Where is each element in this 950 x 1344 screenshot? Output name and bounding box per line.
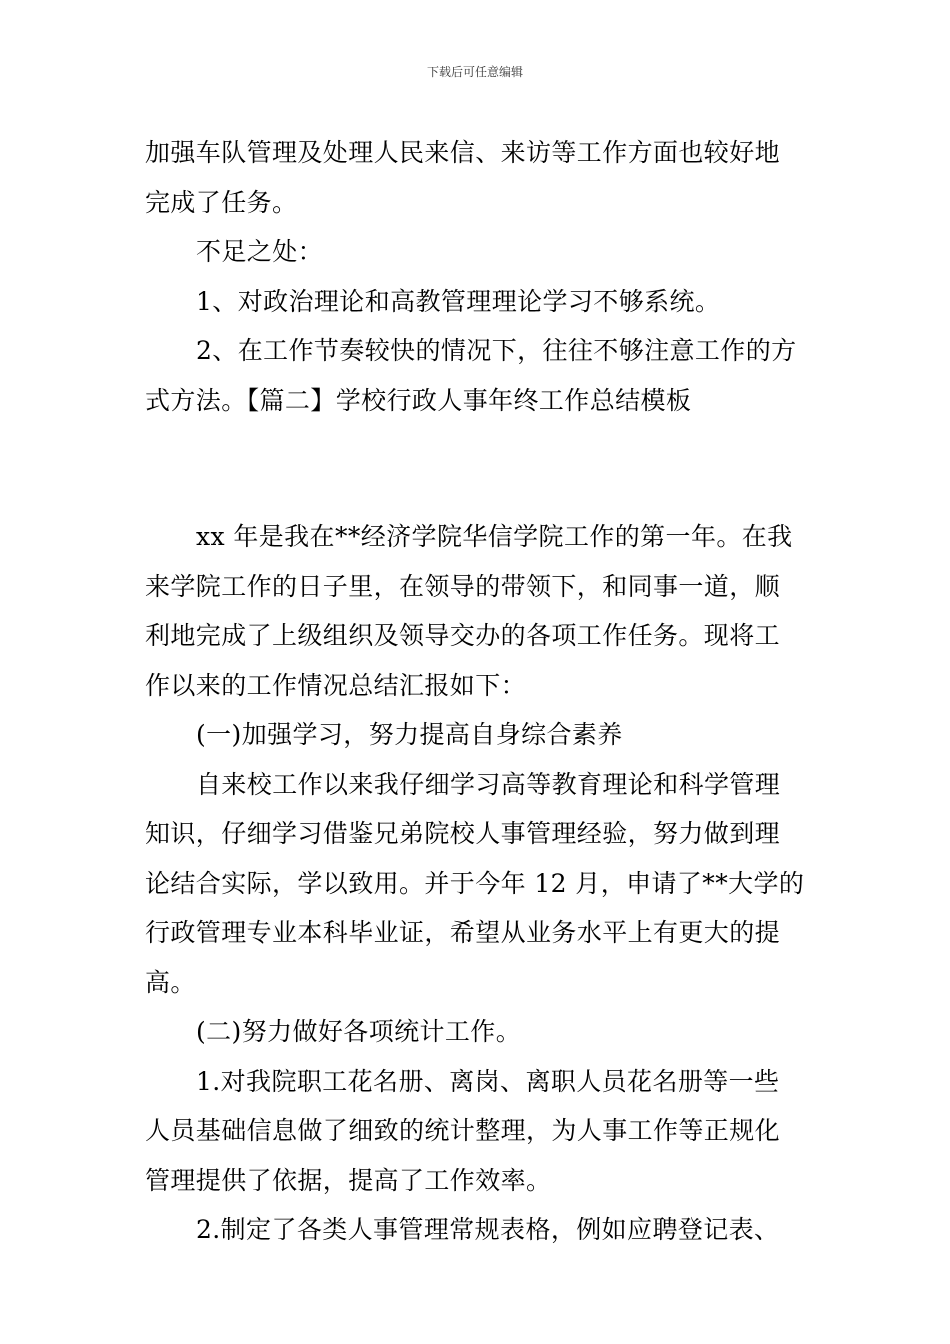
page-header: 下载后可任意编辑 (426, 65, 523, 79)
paragraph-gap (145, 425, 807, 512)
text-line: 1、对政治理论和高教管理理论学习不够系统。 (196, 286, 721, 316)
text-line: 作以来的工作情况总结汇报如下： (145, 670, 527, 700)
text-line: 2.制定了各类人事管理常规表格，例如应聘登记表、 (196, 1215, 780, 1244)
text-line: 高。 (145, 967, 196, 997)
section-heading: (二)努力做好各项统计工作。 (196, 1017, 522, 1046)
text-line: 完成了任务。 (145, 187, 298, 217)
text-line: 利地完成了上级组织及领导交办的各项工作任务。现将工 (145, 621, 781, 650)
text-line: 加强车队管理及处理人民来信、来访等工作方面也较好地 (145, 138, 781, 167)
document-body (145, 128, 807, 1255)
text-line: 知识，仔细学习借鉴兄弟院校人事管理经验，努力做到理 (145, 819, 781, 848)
section-heading: 不足之处： (196, 237, 324, 266)
text-line: 管理提供了依据，提高了工作效率。 (145, 1165, 552, 1195)
text-line: 自来校工作以来我仔细学习高等教育理论和科学管理 (196, 769, 781, 799)
text-line: 式方法。【篇二】学校行政人事年终工作总结模板 (145, 385, 692, 415)
text-line: xx 年是我在**经济学院华信学院工作的第一年。在我 (196, 522, 793, 551)
text-line: 论结合实际，学以致用。并于今年 12 月，申请了**大学的 (145, 868, 805, 898)
text-line: 2、在工作节奏较快的情况下，往往不够注意工作的方 (196, 336, 797, 365)
text-line: 来学院工作的日子里，在领导的带领下，和同事一道，顺 (145, 571, 781, 601)
text-line: 1.对我院职工花名册、离岗、离职人员花名册等一些 (196, 1066, 780, 1096)
section-heading: (一)加强学习，努力提高自身综合素养 (196, 720, 623, 749)
text-line: 行政管理专业本科毕业证，希望从业务水平上有更大的提 (145, 918, 781, 947)
text-line: 人员基础信息做了细致的统计整理，为人事工作等正规化 (145, 1116, 781, 1145)
